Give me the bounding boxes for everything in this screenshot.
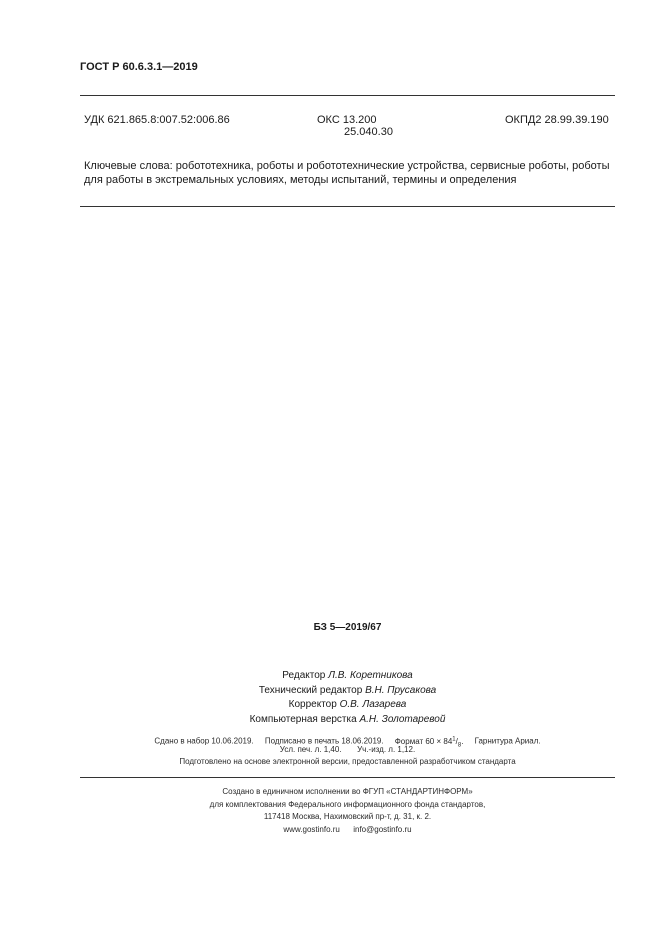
publisher-address: 117418 Москва, Нахимовский пр-т, д. 31, к. 2. [263, 812, 432, 821]
print-info-line-2: Усл. печ. л. 1,40. Уч.-изд. л. 1,12. [279, 745, 416, 754]
print-info-line-1: Сдано в набор 10.06.2019. Подписано в печать 18.06.2019. Формат $60 \times 84^1/_8$. Гарнитура Ариал. [154, 736, 541, 749]
publisher-block [80, 786, 615, 836]
keywords-line-1: Ключевые слова: робототехника, роботы и робототехнические устройства, сервисные роботы, роботы [84, 160, 610, 172]
oks-line-2: 25.040.30 [344, 126, 393, 138]
oks-code [317, 114, 393, 138]
prepared-note: Подготовлено на основе электронной версии, предоставленной разработчиком стандарта [179, 757, 516, 766]
format-info: Формат $60 \times 84^1/_8$. [394, 736, 464, 749]
keywords-divider [80, 206, 615, 207]
website-link[interactable]: www.gostinfo.ru [283, 824, 340, 834]
staff-list [80, 669, 615, 727]
publisher-contacts [80, 824, 615, 837]
publisher-line-1: Создано в единичном исполнении во ФГУП «СТАНДАРТИНФОРМ» [222, 787, 473, 796]
bz-number: БЗ 5—2019/67 [313, 622, 382, 633]
okpd2-code: ОКПД2 28.99.39.190 [505, 114, 609, 126]
staff-corrector: Корректор О.В. Лазарева [288, 699, 407, 710]
document-code: ГОСТ Р 60.6.3.1—2019 [80, 61, 198, 73]
staff-layout: Компьютерная верстка А.Н. Золотаревой [249, 713, 446, 725]
udk-code: УДК 621.865.8:007.52:006.86 [84, 114, 230, 126]
top-divider [80, 95, 615, 96]
keywords-block [84, 159, 614, 187]
publisher-line-2: для комплектования Федерального информационного фонда стандартов, [209, 799, 486, 809]
email-link[interactable]: info@gostinfo.ru [353, 824, 412, 834]
staff-tech-editor: Технический редактор В.Н. Прусакова [258, 684, 437, 696]
staff-editor: Редактор Л.В. Коретникова [282, 670, 413, 681]
publisher-divider [80, 777, 615, 778]
keywords-line-2: для работы в экстремальных условиях, методы испытаний, термины и определения [84, 174, 517, 186]
oks-line-1: ОКС 13.200 [317, 114, 377, 126]
